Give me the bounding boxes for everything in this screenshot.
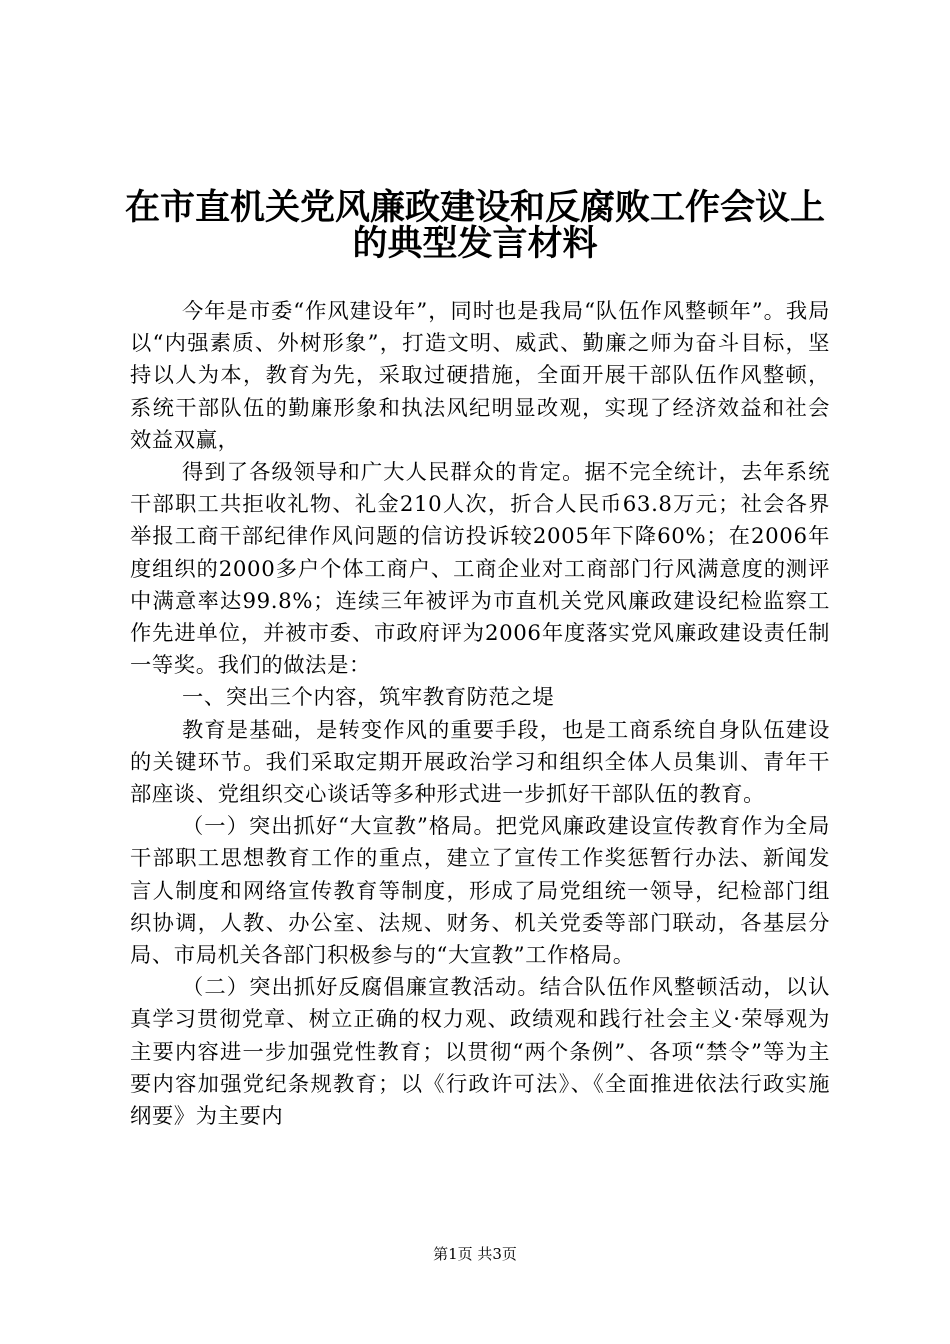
document-body [130,296,830,1133]
paragraph-education: 教育是基础，是转变作风的重要手段，也是工商系统自身队伍建设的关键环节。我们采取定期开展政治学习和组织全体人员集训、青年干部座谈、党组织交心谈话等多种形式进一步抓好干部队伍的教育。 [130,717,830,808]
document-title-line-2: 的典型发言材料 [352,224,598,264]
paragraph-subsection-2: （二）突出抓好反腐倡廉宣教活动。结合队伍作风整顿活动，以认真学习贯彻党章、树立正确的权力观、政绩观和践行社会主义·荣辱观为主要内容进一步加强党性教育；以贯彻“两个条例”、各项“禁令”等为主要内容加强党纪条规教育；以《行政许可法》、《全面推进依法行政实施纲要》为主要内 [130,975,830,1130]
section-heading-1: 一、突出三个内容，筑牢教育防范之堤 [182,685,555,711]
paragraph-subsection-1: （一）突出抓好“大宣教”格局。把党风廉政建设宣传教育作为全局干部职工思想教育工作的重点，建立了宣传工作奖惩暂行办法、新闻发言人制度和网络宣传教育等制度，形成了局党组统一领导，纪检部门组织协调，人教、办公室、法规、财务、机关党委等部门联动，各基层分局、市局机关各部门积极参与的“大宣教”工作格局。 [130,814,830,969]
page-number-footer: 第1页 共3页 [433,1245,517,1263]
paragraph-intro: 今年是市委“作风建设年”，同时也是我局“队伍作风整顿年”。我局以“内强素质、外树形象”，打造文明、威武、勤廉之师为奋斗目标，坚持以人为本，教育为先，采取过硬措施，全面开展干部队伍作风整顿，系统干部队伍的勤廉形象和执法风纪明显改观，实现了经济效益和社会效益双赢， [130,299,830,453]
document-title-line-1: 在市直机关党风廉政建设和反腐败工作会议上 [124,188,825,228]
paragraph-achievements: 得到了各级领导和广大人民群众的肯定。据不完全统计，去年系统干部职工共拒收礼物、礼金210人次，折合人民币63.8万元；社会各界举报工商干部纪律作风问题的信访投诉较2005年下降60%；在2006年度组织的2000多户个体工商户、工商企业对工商部门行风满意度的测评中满意率达99.8%；连续三年被评为市直机关党风廉政建设纪检监察工作先进单位，并被市委、市政府评为2006年度落实党风廉政建设责任制一等奖。我们的做法是： [130,460,830,679]
